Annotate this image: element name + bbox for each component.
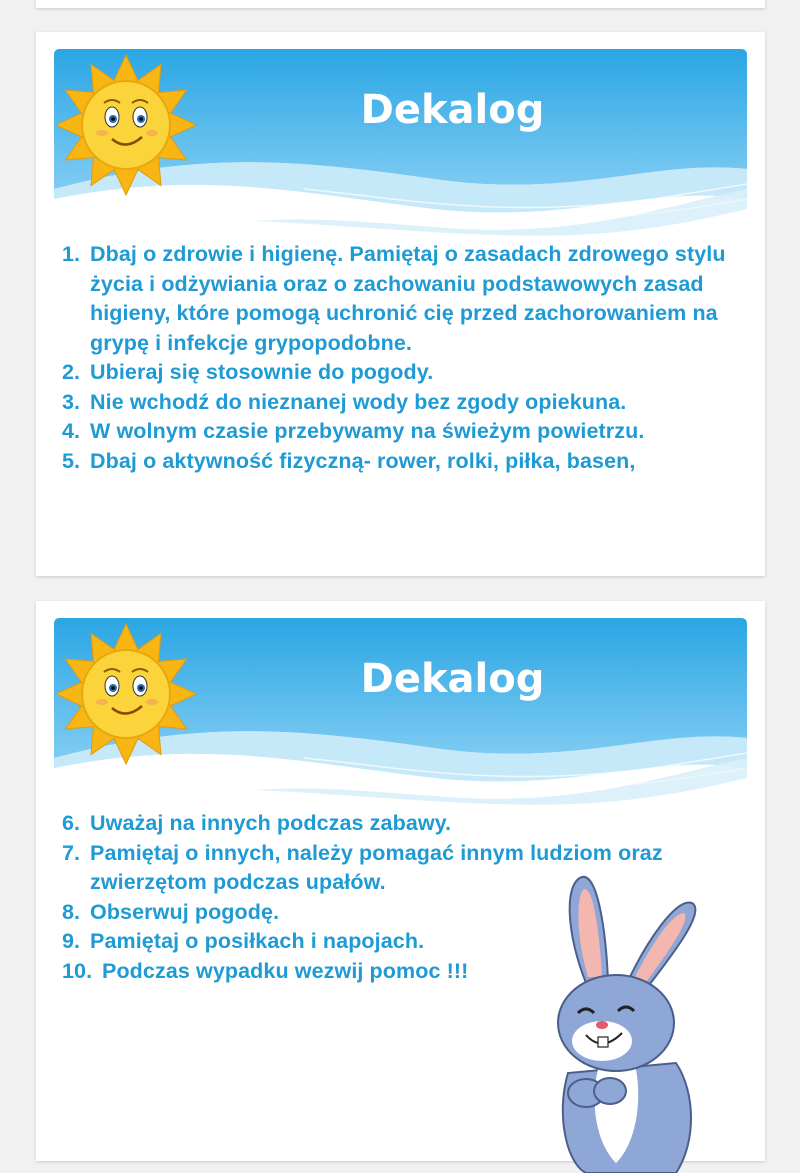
item-text: Nie wchodź do nieznanej wody bez zgody opiekuna. bbox=[90, 389, 627, 414]
item-text: Podczas wypadku wezwij pomoc !!! bbox=[102, 958, 469, 983]
item-text: W wolnym czasie przebywamy na świeżym powietrzu. bbox=[90, 419, 645, 443]
item-text: Obserwuj pogodę. bbox=[90, 899, 280, 924]
slide-title: Dekalog bbox=[360, 656, 545, 702]
item-number: 2. bbox=[62, 360, 81, 384]
item-text: Dbaj o zdrowie i higienę. Pamiętaj o zasadach zdrowego stylu życia i odżywiania oraz o zachowaniu podstawowych zasad higieny, które pomogą uchronić cię przed zachorowaniem na grypę i infekcje grypopodobne. bbox=[90, 242, 726, 355]
slide-banner bbox=[54, 49, 747, 239]
list-item bbox=[62, 240, 745, 358]
item-text: Pamiętaj o innych, należy pomagać innym ludziom oraz zwierzętom podczas upałów. bbox=[90, 840, 663, 894]
rules-list bbox=[62, 240, 745, 476]
list-item bbox=[62, 447, 745, 477]
item-number: 10. bbox=[62, 958, 93, 983]
list-item bbox=[62, 809, 745, 839]
slide-card-2[interactable] bbox=[36, 601, 765, 1161]
item-text: Uważaj na innych podczas zabawy. bbox=[90, 811, 452, 835]
list-item bbox=[62, 417, 745, 447]
bunny-icon bbox=[546, 873, 706, 1173]
item-text: Ubieraj się stosownie do pogody. bbox=[90, 360, 434, 384]
item-text: Pamiętaj o posiłkach i napojach. bbox=[90, 929, 425, 953]
slide-title: Dekalog bbox=[360, 87, 545, 133]
list-item bbox=[62, 388, 745, 418]
item-number: 5. bbox=[62, 448, 81, 473]
item-number: 9. bbox=[62, 929, 81, 953]
item-number: 1. bbox=[62, 242, 81, 266]
previous-card-edge bbox=[36, 0, 765, 8]
slide-banner bbox=[54, 618, 747, 808]
item-text: Dbaj o aktywność fizyczną- rower, rolki, piłka, basen, bbox=[90, 448, 636, 473]
slide-card-1[interactable] bbox=[36, 32, 765, 576]
item-number: 8. bbox=[62, 899, 81, 924]
item-number: 6. bbox=[62, 811, 81, 835]
item-number: 4. bbox=[62, 419, 81, 443]
list-item bbox=[62, 358, 745, 388]
item-number: 3. bbox=[62, 389, 81, 414]
item-number: 7. bbox=[62, 840, 81, 865]
